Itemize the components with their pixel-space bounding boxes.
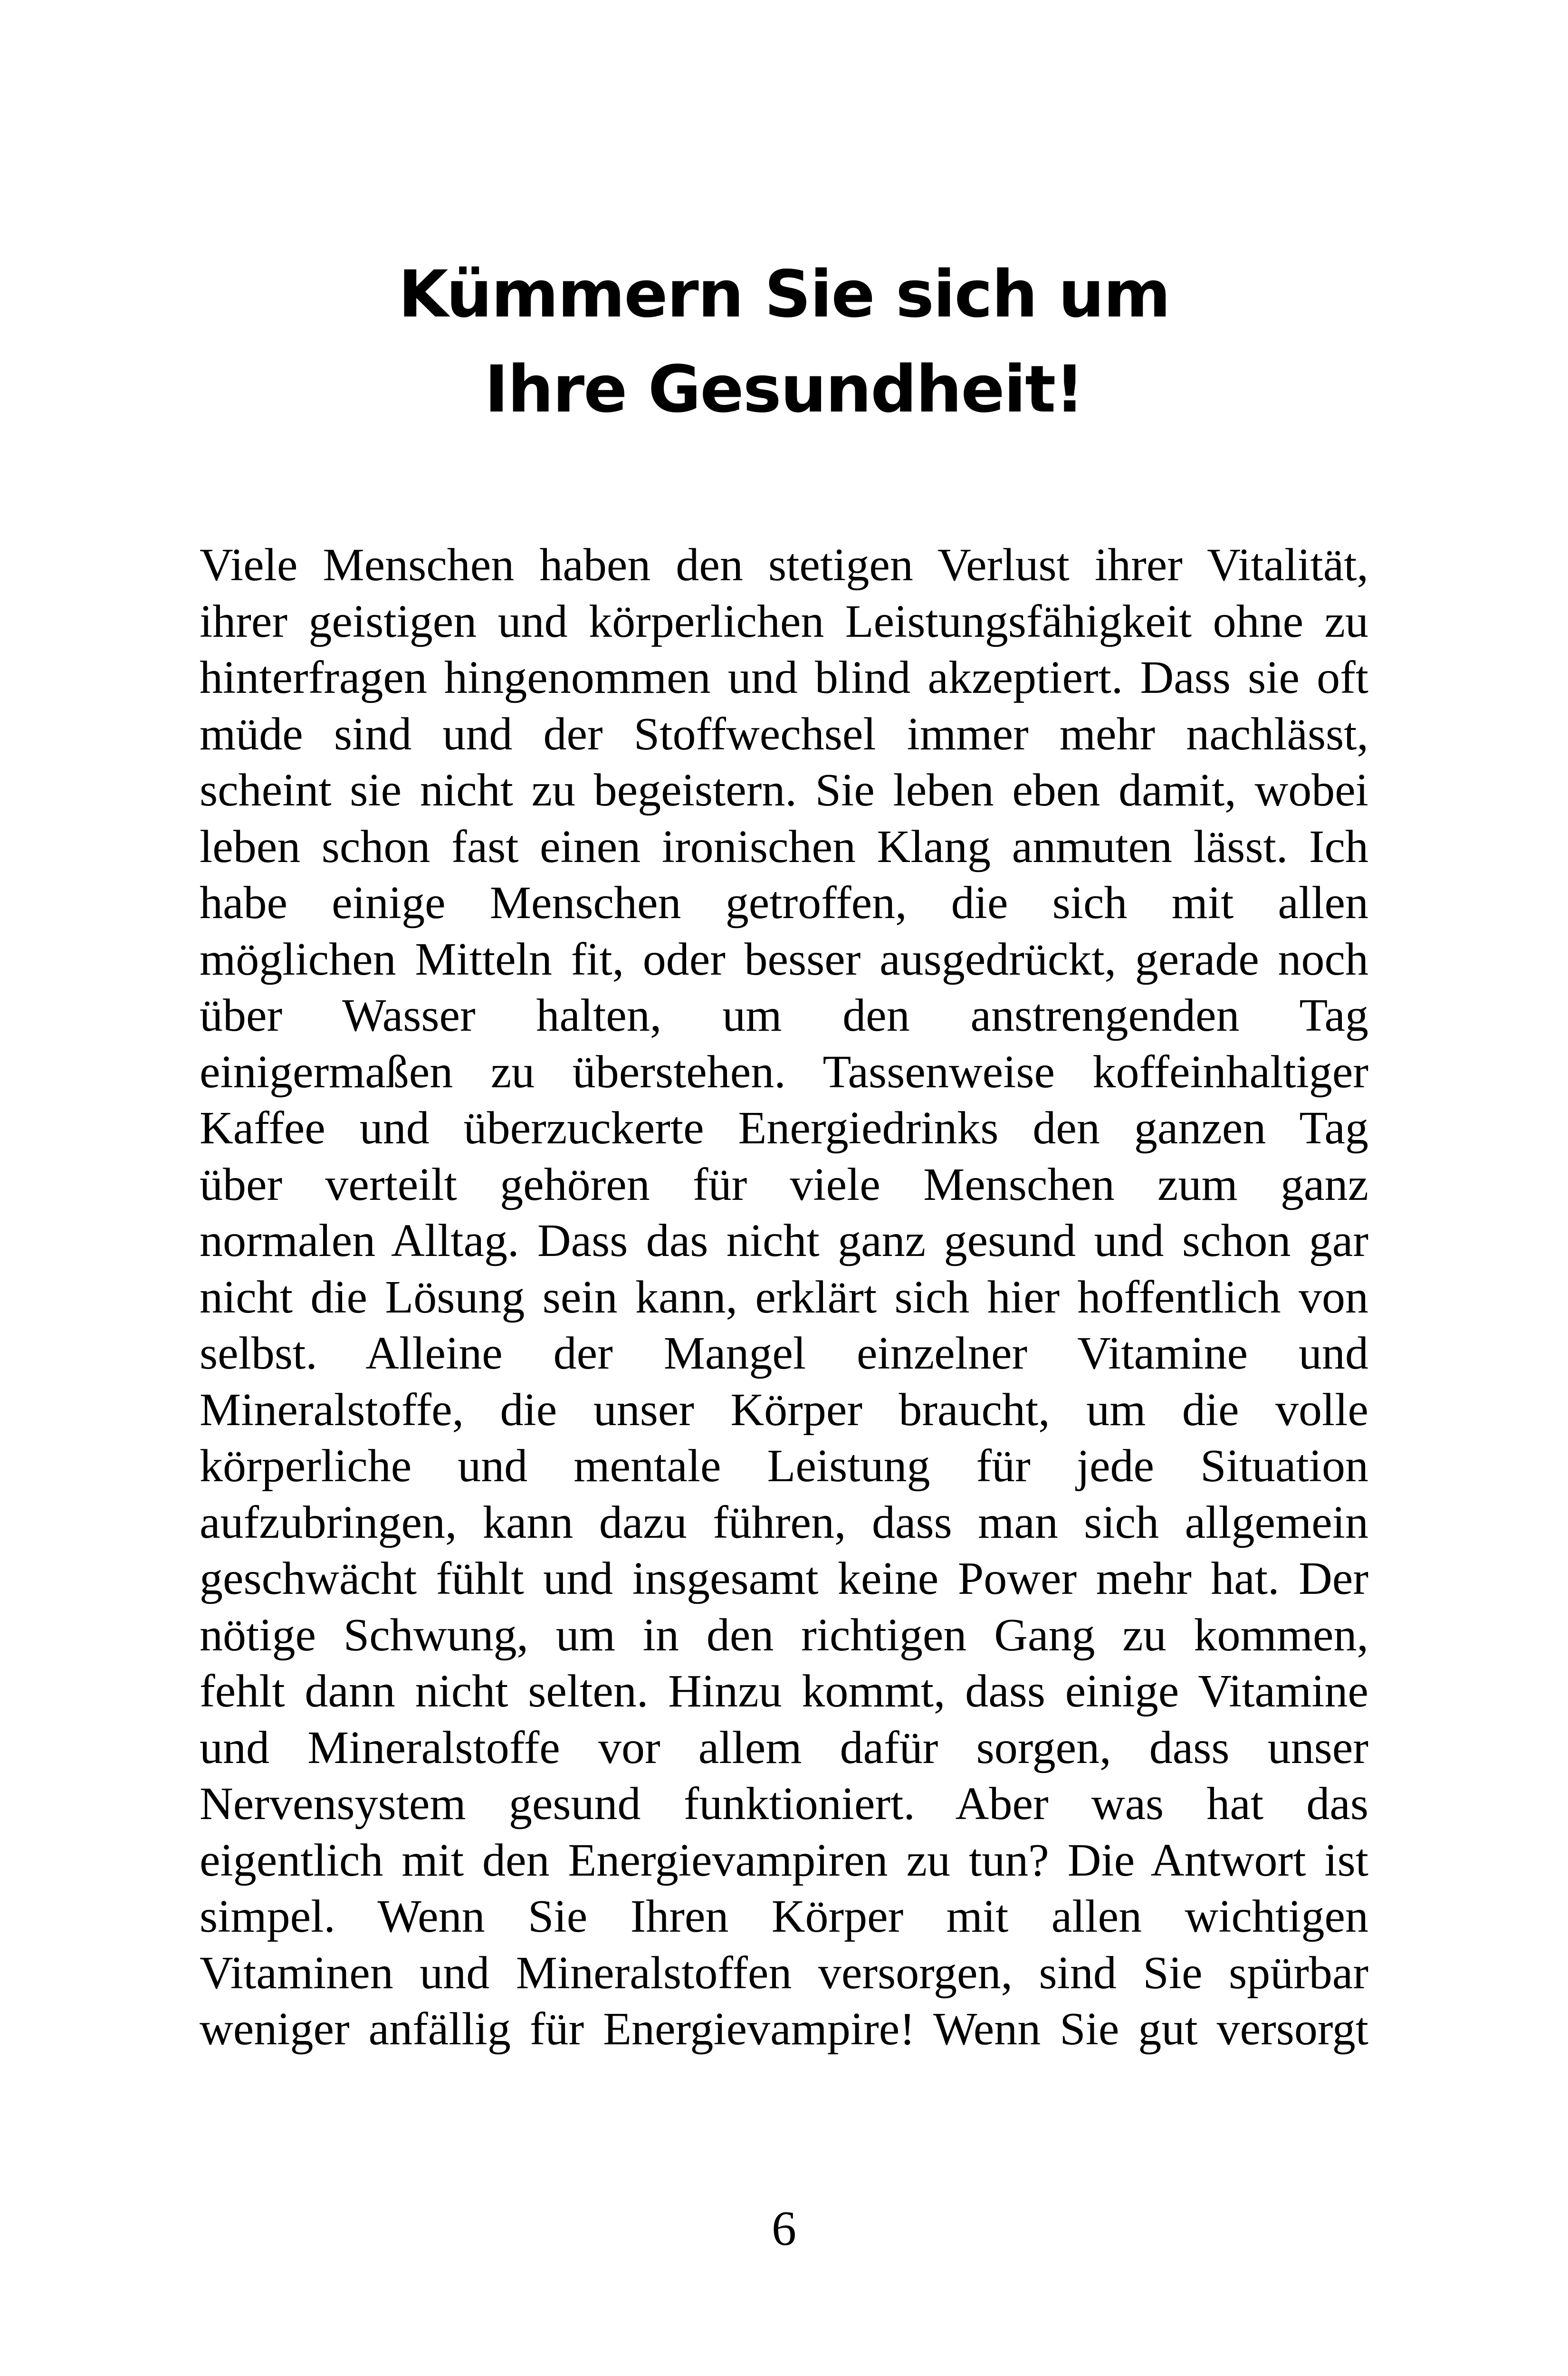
heading-line-1: Kümmern Sie sich um xyxy=(398,257,1170,332)
text-line: nicht die Lösung sein kann, erklärt sich hier hoffentlich von xyxy=(200,1271,1368,1323)
text-line: nötige Schwung, um in den richtigen Gang zu kommen, xyxy=(200,1609,1368,1661)
text-line: fehlt dann nicht selten. Hinzu kommt, dass einige Vitamine xyxy=(200,1666,1368,1717)
text-line: Viele Menschen haben den stetigen Verlust ihrer Vitalität, xyxy=(200,539,1368,591)
text-line: über Wasser halten, um den anstrengenden Tag xyxy=(200,990,1368,1041)
text-line: normalen Alltag. Dass das nicht ganz gesund und schon gar xyxy=(200,1215,1368,1266)
text-line: aufzubringen, kann dazu führen, dass man sich allgemein xyxy=(200,1496,1368,1548)
text-line: einigermaßen zu überstehen. Tassenweise koffeinhaltiger xyxy=(200,1046,1368,1098)
text-line: eigentlich mit den Energievampiren zu tun? Die Antwort ist xyxy=(200,1834,1368,1886)
text-line: scheint sie nicht zu begeistern. Sie leben eben damit, wobei xyxy=(200,765,1368,816)
page-number: 6 xyxy=(772,2201,796,2256)
text-line: ihrer geistigen und körperlichen Leistungsfähigkeit ohne zu xyxy=(200,595,1368,647)
text-line: über verteilt gehören für viele Menschen zum ganz xyxy=(200,1159,1368,1210)
text-line: Vitaminen und Mineralstoffen versorgen, sind Sie spürbar xyxy=(200,1947,1368,1999)
text-line: müde sind und der Stoffwechsel immer mehr nachlässt, xyxy=(200,708,1368,760)
page-heading xyxy=(200,247,1368,437)
text-line: leben schon fast einen ironischen Klang anmuten lässt. Ich xyxy=(200,821,1368,872)
text-line: weniger anfällig für Energievampire! Wenn Sie gut versorgt xyxy=(200,2003,1368,2055)
text-line: und Mineralstoffe vor allem dafür sorgen, dass unser xyxy=(200,1722,1368,1773)
text-line: Mineralstoffe, die unser Körper braucht, um die volle xyxy=(200,1384,1368,1436)
body-paragraph xyxy=(200,537,1368,2058)
text-line: hinterfragen hingenommen und blind akzeptiert. Dass sie oft xyxy=(200,652,1368,703)
heading-line-2: Ihre Gesundheit! xyxy=(484,352,1084,427)
text-line: möglichen Mitteln fit, oder besser ausgedrückt, gerade noch xyxy=(200,933,1368,985)
text-line: Kaffee und überzuckerte Energiedrinks den ganzen Tag xyxy=(200,1102,1368,1154)
text-line: habe einige Menschen getroffen, die sich mit allen xyxy=(200,877,1368,929)
text-line: simpel. Wenn Sie Ihren Körper mit allen wichtigen xyxy=(200,1891,1368,1942)
text-line: körperliche und mentale Leistung für jede Situation xyxy=(200,1440,1368,1492)
text-line: Nervensystem gesund funktioniert. Aber was hat das xyxy=(200,1778,1368,1830)
text-line: selbst. Alleine der Mangel einzelner Vitamine und xyxy=(200,1328,1368,1379)
text-line: geschwächt fühlt und insgesamt keine Power mehr hat. Der xyxy=(200,1553,1368,1604)
